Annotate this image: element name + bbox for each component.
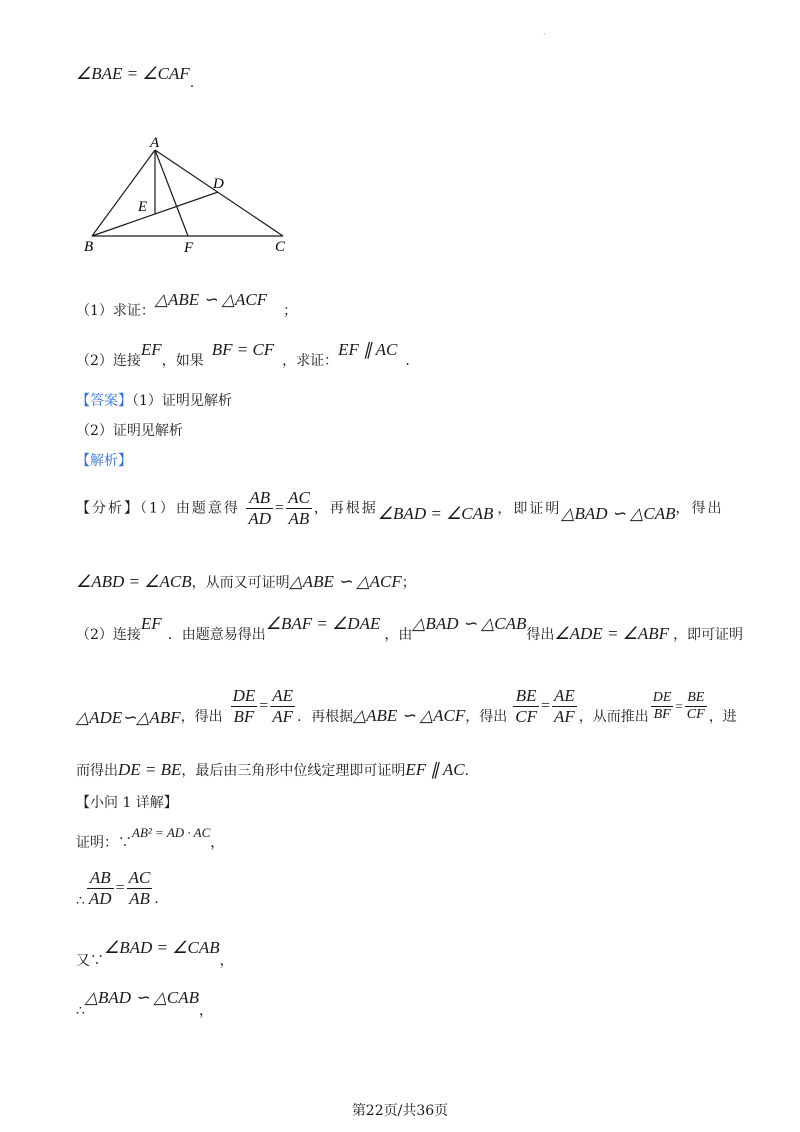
answer-line-2: （2）证明见解析 [76, 423, 183, 439]
label-b: B [84, 239, 94, 255]
question-1: （1）求证：△ABE ∽ △ACF； [76, 290, 298, 319]
proof-line-1: 证明：∵AB² = AD · AC， [76, 825, 225, 851]
edge-ac [155, 150, 283, 236]
answer-line-1: 【答案】（1）证明见解析 [76, 393, 232, 409]
analysis-line-2: ∠ABD = ∠ACB，从而又可证明△ABE ∽ △ACF； [76, 572, 416, 591]
top-mark: · [543, 30, 546, 39]
label-d: D [213, 176, 224, 192]
page-footer: 第22页/共36页 [351, 1103, 449, 1119]
proof-line-2: ∴ $\frac{AB}{AD}$ = $\frac{AC}{AB}$ . [76, 868, 159, 909]
analysis-line-1: 【分析】（1）由题意得 $\frac{AB}{AD}$ = $\frac{AC}{AB}$ ，再根据∠BAD = ∠CAB ，即证明△BAD ∽ △CAB，得出 [76, 488, 724, 528]
label-f: F [184, 240, 194, 255]
proof-line-3: 又∵∠BAD = ∠CAB， [76, 938, 234, 969]
statement-angle: ∠BAE = ∠CAF. [76, 64, 195, 91]
question-2: （2）连接EF，如果BF = CF，求证：EF ∥ AC. [76, 340, 410, 369]
angle-eq: ∠BAE = ∠CAF [76, 64, 190, 83]
analysis-line-4: △ADE∽△ABF，得出 $\frac{DE}{BF}$ = $\frac{AE}{AF}$ ．再根据△ABE ∽ △ACF，得出 $\frac{BE}{CF}$ = $\frac{AE}{AF}$ ，从而推出 $\frac{DE}{BF}$ = $\frac{BE}{CF}$ ，进 [76, 686, 737, 727]
triangle-figure [80, 130, 300, 255]
proof-line-4: ∴△BAD ∽ △CAB， [76, 988, 213, 1019]
analysis-line-3: （2）连接EF．由题意易得出∠BAF = ∠DAE，由△BAD ∽ △CAB得出∠ADE = ∠ABF ，即可证明 [76, 614, 744, 643]
edge-ab [92, 150, 155, 236]
analysis-line-5: 而得出DE = BE，最后由三角形中位线定理即可证明EF ∥ AC. [76, 760, 470, 779]
analysis-tag: 【解析】 [76, 453, 132, 469]
label-a: A [150, 135, 160, 151]
label-c: C [275, 239, 286, 255]
sub-question-tag: 【小问 1 详解】 [76, 795, 178, 811]
segment-af [155, 150, 188, 236]
label-e: E [138, 199, 148, 215]
